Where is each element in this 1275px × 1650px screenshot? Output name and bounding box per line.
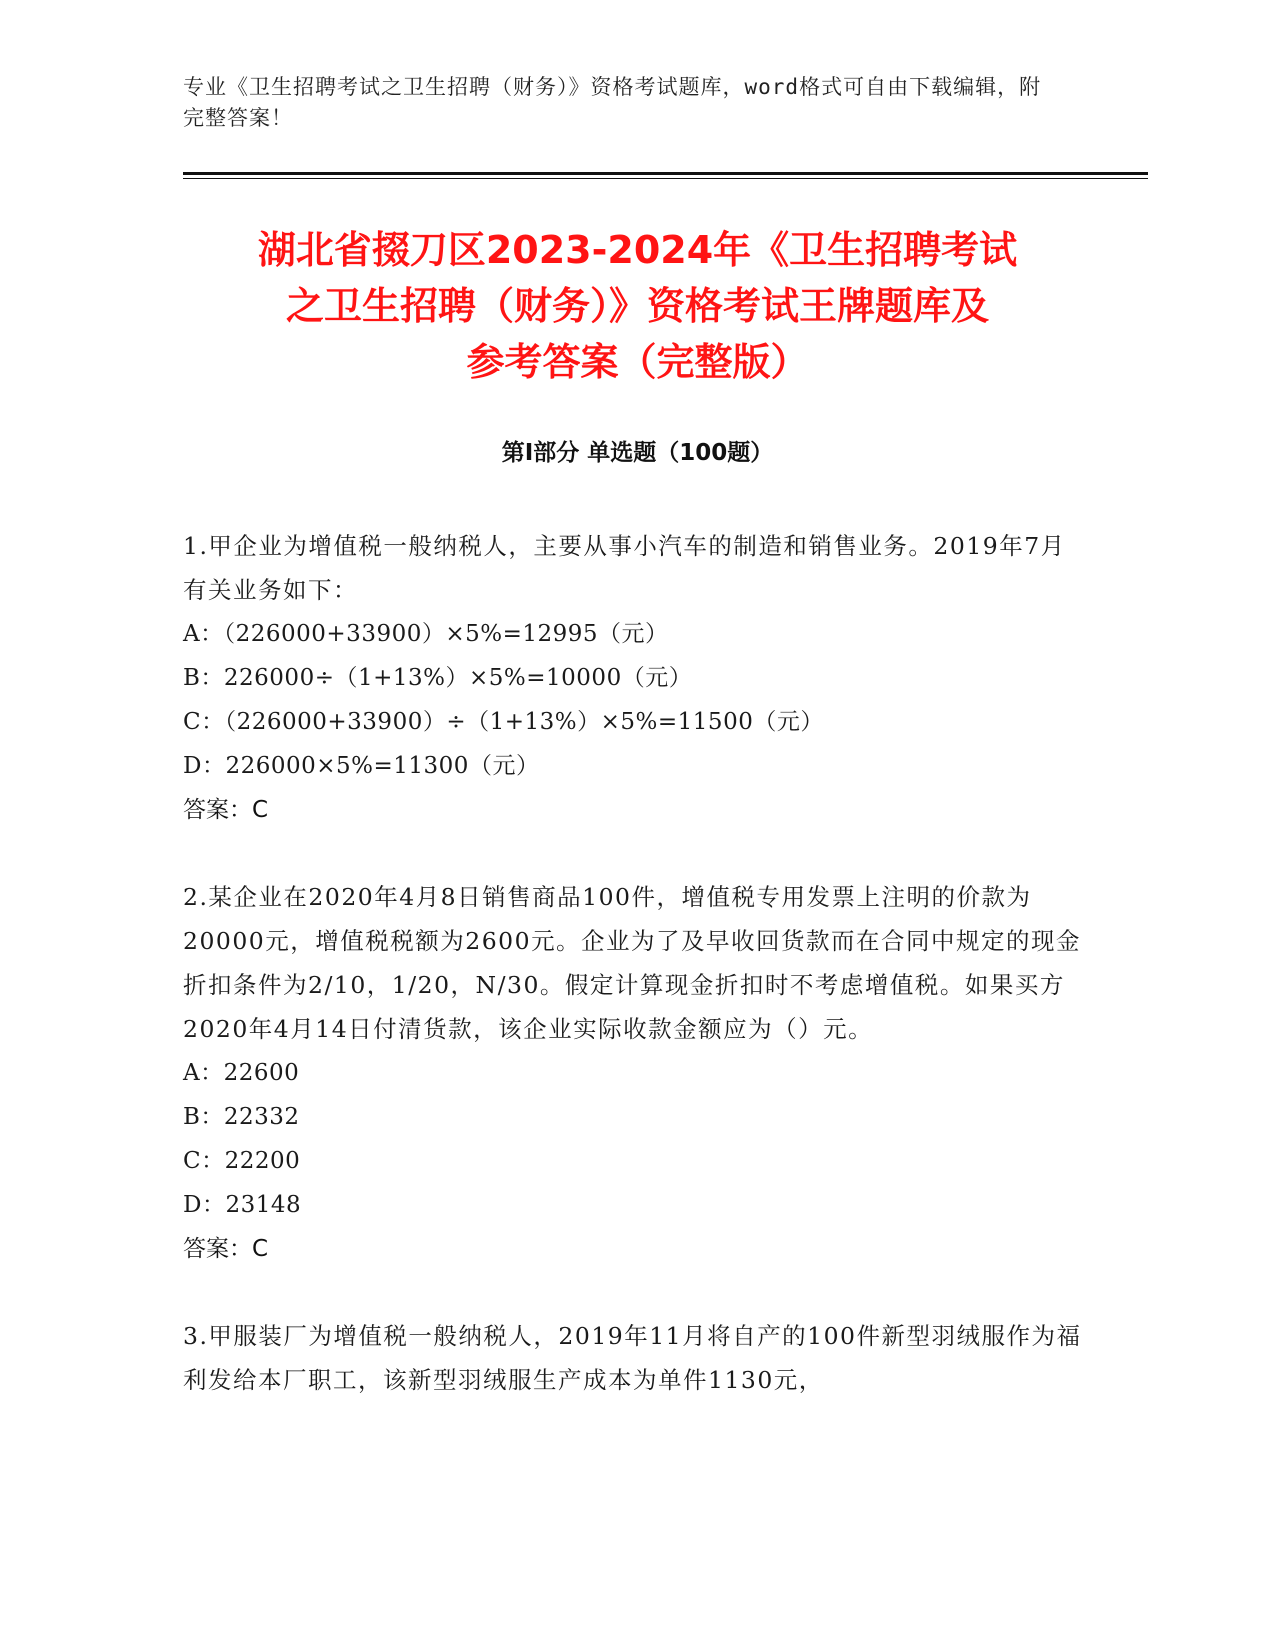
option-d: D：23148 — [183, 1192, 302, 1218]
option-c: C：（226000+33900）÷（1+13%）×5%=11500（元） — [183, 709, 824, 735]
header-rule-thin — [183, 178, 1148, 179]
answer: 答案：C — [183, 797, 269, 823]
question-stem: 1.甲企业为增值税一般纳税人，主要从事小汽车的制造和销售业务。2019年7月有关业务如下： — [183, 532, 1066, 604]
title-line: 参考答案（完整版） — [466, 340, 809, 384]
question-2 — [183, 875, 1083, 1271]
answer: 答案：C — [183, 1236, 269, 1262]
option-a: A：（226000+33900）×5%=12995（元） — [183, 621, 669, 647]
option-c: C：22200 — [183, 1148, 301, 1174]
question-3 — [183, 1314, 1083, 1402]
header-rule — [183, 172, 1148, 175]
question-list — [183, 524, 1083, 1402]
option-b: B：22332 — [183, 1104, 300, 1130]
question-stem: 2.某企业在2020年4月8日销售商品100件，增值税专用发票上注明的价款为20000元，增值税税额为2600元。企业为了及早收回货款而在合同中规定的现金折扣条件为2/10，1/20，N/30。假定计算现金折扣时不考虑增值税。如果买方2020年4月14日付清货款，该企业实际收款金额应为（）元。 — [183, 883, 1082, 1043]
option-a: A：22600 — [183, 1060, 300, 1086]
question-spacer — [183, 832, 1083, 875]
option-b: B：226000÷（1+13%）×5%=10000（元） — [183, 665, 693, 691]
option-d: D：226000×5%=11300（元） — [183, 753, 540, 779]
title-line: 湖北省掇刀区2023-2024年《卫生招聘考试 — [257, 228, 1018, 272]
question-stem: 3.甲服装厂为增值税一般纳税人，2019年11月将自产的100件新型羽绒服作为福利发给本厂职工，该新型羽绒服生产成本为单件1130元， — [183, 1322, 1082, 1394]
document-title — [190, 222, 1085, 390]
question-spacer — [183, 1271, 1083, 1314]
section-heading: 第Ⅰ部分 单选题（100题） — [501, 440, 774, 466]
question-1 — [183, 524, 1083, 832]
header-note: 专业《卫生招聘考试之卫生招聘（财务）》资格考试题库，word格式可自由下载编辑，附完整答案！ — [183, 75, 1042, 130]
title-line: 之卫生招聘（财务）》资格考试王牌题库及 — [285, 284, 989, 328]
